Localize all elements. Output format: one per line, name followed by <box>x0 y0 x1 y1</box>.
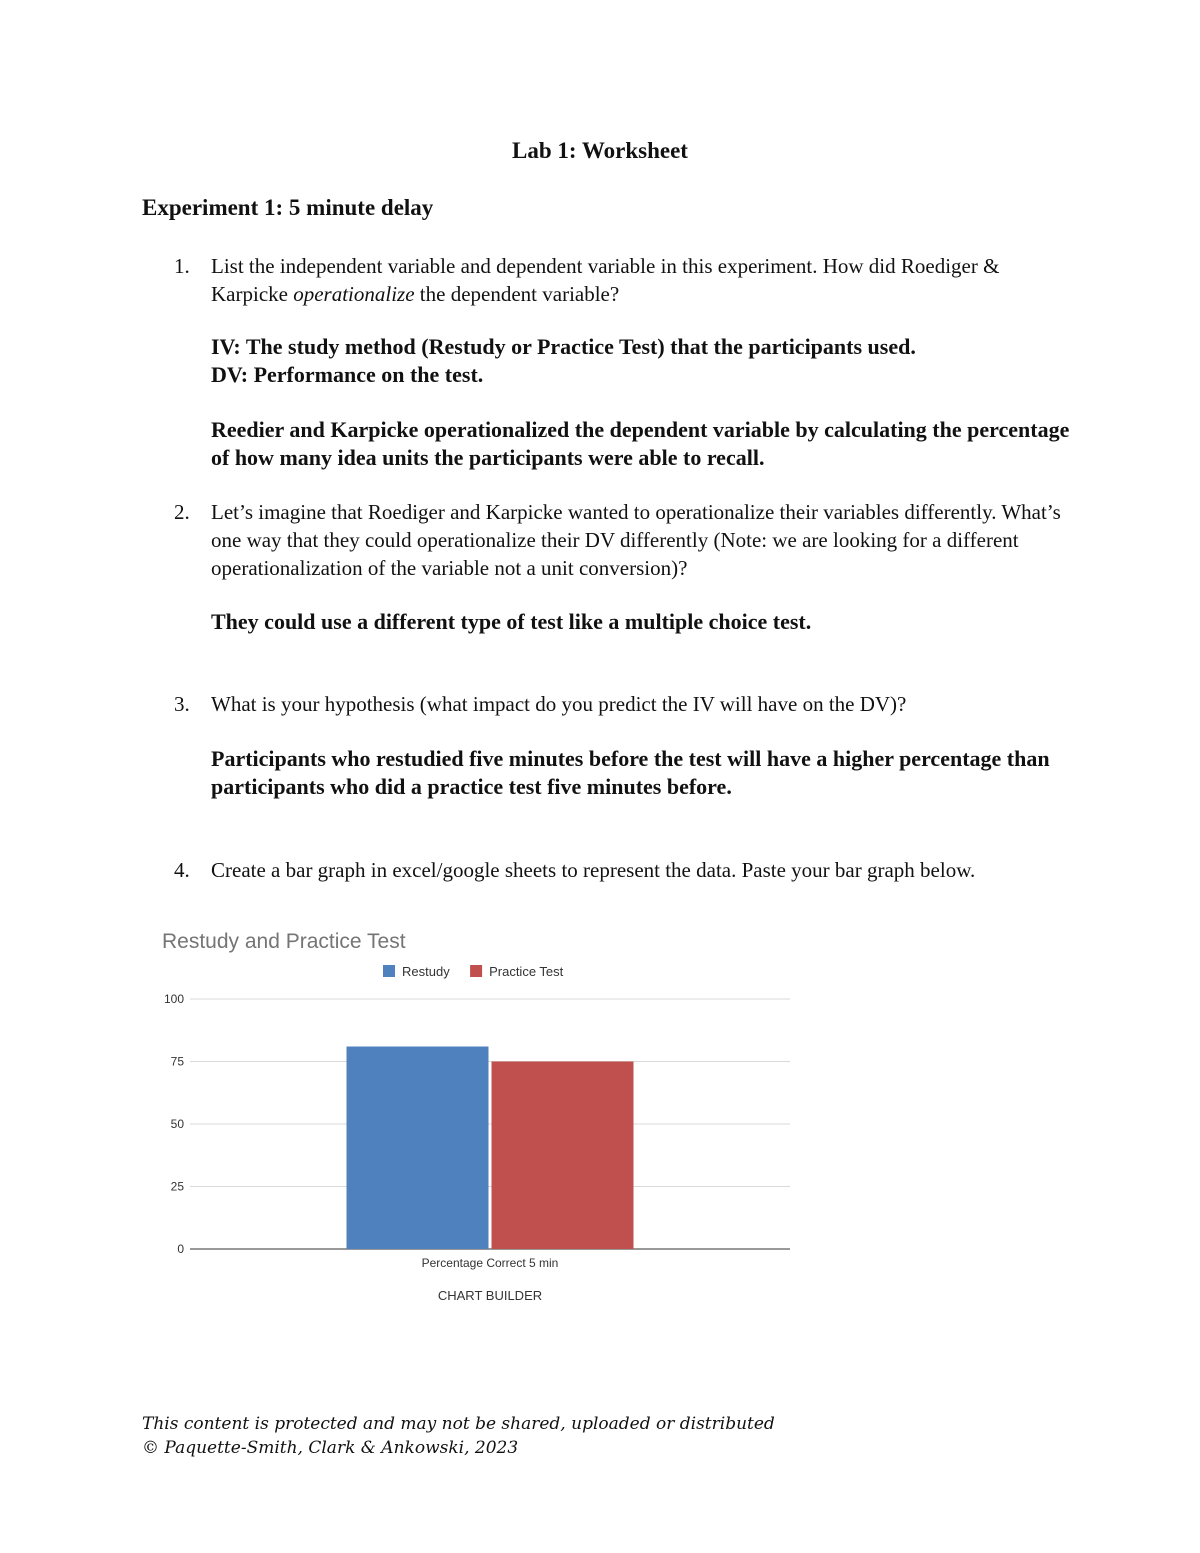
section-heading: Experiment 1: 5 minute delay <box>142 195 434 220</box>
bar-practice-test <box>492 1062 634 1250</box>
answer-line: Reedier and Karpicke operationalized the dependent variable by calculating the percentage of how many idea units the participants were able to recall. <box>211 417 1070 470</box>
question-text: the dependent variable? <box>414 282 620 306</box>
answer-line: DV: Performance on the test. <box>211 362 484 387</box>
chart-title: Restudy and Practice Test <box>162 930 406 953</box>
footer-notice: This content is protected and may not be shared, uploaded or distributed <box>142 1414 775 1434</box>
bar-chart <box>142 918 812 1318</box>
footer-copyright: © Paquette-Smith, Clark & Ankowski, 2023 <box>142 1438 519 1458</box>
answer-1 <box>211 333 1091 472</box>
question-1 <box>174 252 1071 308</box>
question-number: 2. <box>174 500 190 524</box>
y-tick-label: 100 <box>163 992 184 1006</box>
answer-2 <box>211 608 1091 636</box>
question-text: Create a bar graph in excel/google sheets to represent the data. Paste your bar graph below. <box>211 858 976 882</box>
y-tick-label: 0 <box>177 1242 184 1256</box>
answer-line: IV: The study method (Restudy or Practice Test) that the participants used. <box>211 334 916 359</box>
question-emphasis: operationalize <box>293 282 415 306</box>
bar-chart-svg <box>142 918 812 1318</box>
question-text: Let’s imagine that Roediger and Karpicke wanted to operationalize their variables differently. What’s one way that they could operationalize their DV differently (Note: we are looking for a different operationalization of the variable not a unit conversion)? <box>211 500 1061 580</box>
x-category-label: Percentage Correct 5 min <box>421 1256 559 1270</box>
bar-restudy <box>347 1047 489 1250</box>
answer-line: Participants who restudied five minutes before the test will have a higher percentage than participants who did a practice test five minutes before. <box>211 746 1050 799</box>
legend-label: Practice Test <box>489 964 564 979</box>
y-tick-label: 50 <box>170 1117 184 1131</box>
legend-swatch-restudy <box>383 965 395 977</box>
question-number: 3. <box>174 692 190 716</box>
answer-3 <box>211 745 1071 801</box>
chart-footer-label: CHART BUILDER <box>437 1288 543 1303</box>
legend-label: Restudy <box>402 964 450 979</box>
question-2 <box>174 498 1071 582</box>
question-text: What is your hypothesis (what impact do you predict the IV will have on the DV)? <box>211 692 907 716</box>
legend-swatch-practice-test <box>470 965 482 977</box>
page-title: Lab 1: Worksheet <box>512 138 688 163</box>
question-3 <box>174 690 1071 718</box>
question-4 <box>174 856 1021 884</box>
y-tick-label: 25 <box>170 1179 184 1194</box>
question-number: 1. <box>174 254 190 278</box>
question-number: 4. <box>174 858 190 882</box>
answer-line: They could use a different type of test like a multiple choice test. <box>211 609 812 634</box>
copyright-footer <box>142 1412 775 1460</box>
y-tick-label: 75 <box>170 1054 184 1069</box>
question-text: List the independent variable and dependent variable in this experiment. How did Roediger & Karpicke <box>211 254 1000 306</box>
